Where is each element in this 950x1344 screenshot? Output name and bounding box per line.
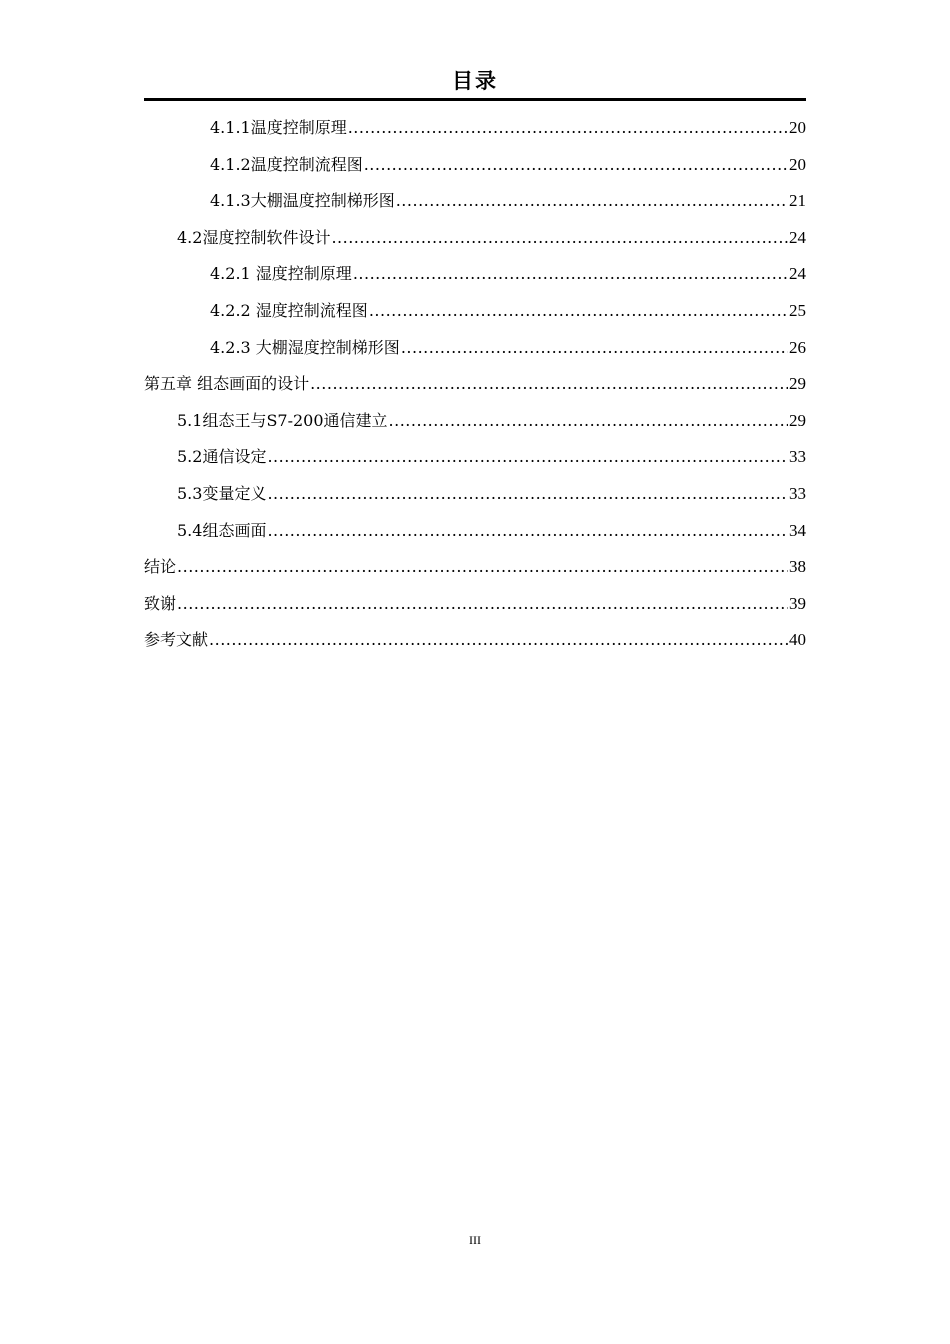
toc-entry-page: 33 — [789, 483, 806, 503]
toc-entry-title: 5.3变量定义 — [177, 483, 267, 503]
toc-entry-page: 39 — [789, 593, 806, 613]
toc-entry[interactable] — [144, 439, 806, 476]
toc-leader-dots — [177, 586, 788, 622]
toc-entry[interactable] — [144, 366, 806, 403]
toc-leader-dots — [331, 220, 788, 256]
toc-entry[interactable] — [144, 476, 806, 513]
toc-entry[interactable] — [144, 220, 806, 257]
toc-entry-page: 21 — [789, 191, 806, 211]
toc-entry-title: 5.2通信设定 — [177, 447, 267, 467]
toc-leader-dots — [267, 513, 788, 549]
toc-leader-dots — [267, 476, 788, 512]
toc-leader-dots — [401, 330, 788, 366]
toc-entry-page: 20 — [789, 154, 806, 174]
toc-entry-page: 20 — [789, 118, 806, 137]
toc-leader-dots — [209, 622, 788, 658]
toc-entry-title: 5.1组态王与S7-200通信建立 — [177, 410, 388, 430]
toc-entry-title: 参考文献 — [144, 630, 209, 650]
page-header — [144, 66, 806, 101]
toc-entry[interactable] — [144, 256, 806, 293]
toc-entry-title: 4.1.3大棚温度控制梯形图 — [210, 191, 395, 211]
toc-entry-title: 4.2.1 湿度控制原理 — [210, 264, 352, 284]
toc-entry-page: 33 — [789, 447, 806, 467]
toc-leader-dots — [364, 147, 788, 183]
toc-leader-dots — [353, 256, 788, 292]
toc-entry[interactable] — [144, 403, 806, 440]
toc-entry[interactable] — [144, 586, 806, 623]
toc-entry-page: 40 — [789, 630, 806, 650]
toc-entry-title: 致谢 — [144, 593, 177, 613]
toc-entry-page: 38 — [789, 557, 806, 577]
page-number: III — [469, 1233, 481, 1247]
toc-entry[interactable] — [144, 293, 806, 330]
table-of-contents — [144, 110, 806, 659]
toc-leader-dots — [177, 549, 788, 585]
toc-entry-page: 34 — [789, 520, 806, 540]
toc-entry[interactable] — [144, 147, 806, 184]
toc-entry-title: 4.2.3 大棚湿度控制梯形图 — [210, 337, 400, 357]
toc-entry[interactable] — [144, 549, 806, 586]
toc-entry[interactable] — [144, 110, 806, 147]
toc-entry-page: 26 — [789, 337, 806, 357]
toc-entry-page: 29 — [789, 410, 806, 430]
toc-entry-title: 5.4组态画面 — [177, 520, 267, 540]
toc-entry-page: 24 — [789, 227, 806, 247]
toc-entry[interactable] — [144, 622, 806, 659]
toc-entry-title: 第五章 组态画面的设计 — [144, 374, 310, 394]
toc-entry-title: 4.1.1温度控制原理 — [210, 118, 347, 137]
toc-entry[interactable] — [144, 513, 806, 550]
toc-entry-page: 25 — [789, 300, 806, 320]
toc-entry-title: 4.1.2温度控制流程图 — [210, 154, 363, 174]
page-title: 目录 — [452, 69, 498, 93]
toc-leader-dots — [348, 110, 788, 146]
toc-leader-dots — [267, 439, 788, 475]
toc-entry-page: 29 — [789, 374, 806, 394]
toc-leader-dots — [389, 403, 788, 439]
toc-entry[interactable] — [144, 183, 806, 220]
toc-entry-title: 4.2.2 湿度控制流程图 — [210, 300, 368, 320]
toc-entry[interactable] — [144, 330, 806, 367]
toc-entry-page: 24 — [789, 264, 806, 284]
toc-leader-dots — [396, 183, 788, 219]
toc-leader-dots — [369, 293, 788, 329]
toc-entry-title: 4.2湿度控制软件设计 — [177, 227, 331, 247]
toc-leader-dots — [310, 366, 788, 402]
toc-entry-title: 结论 — [144, 557, 177, 577]
